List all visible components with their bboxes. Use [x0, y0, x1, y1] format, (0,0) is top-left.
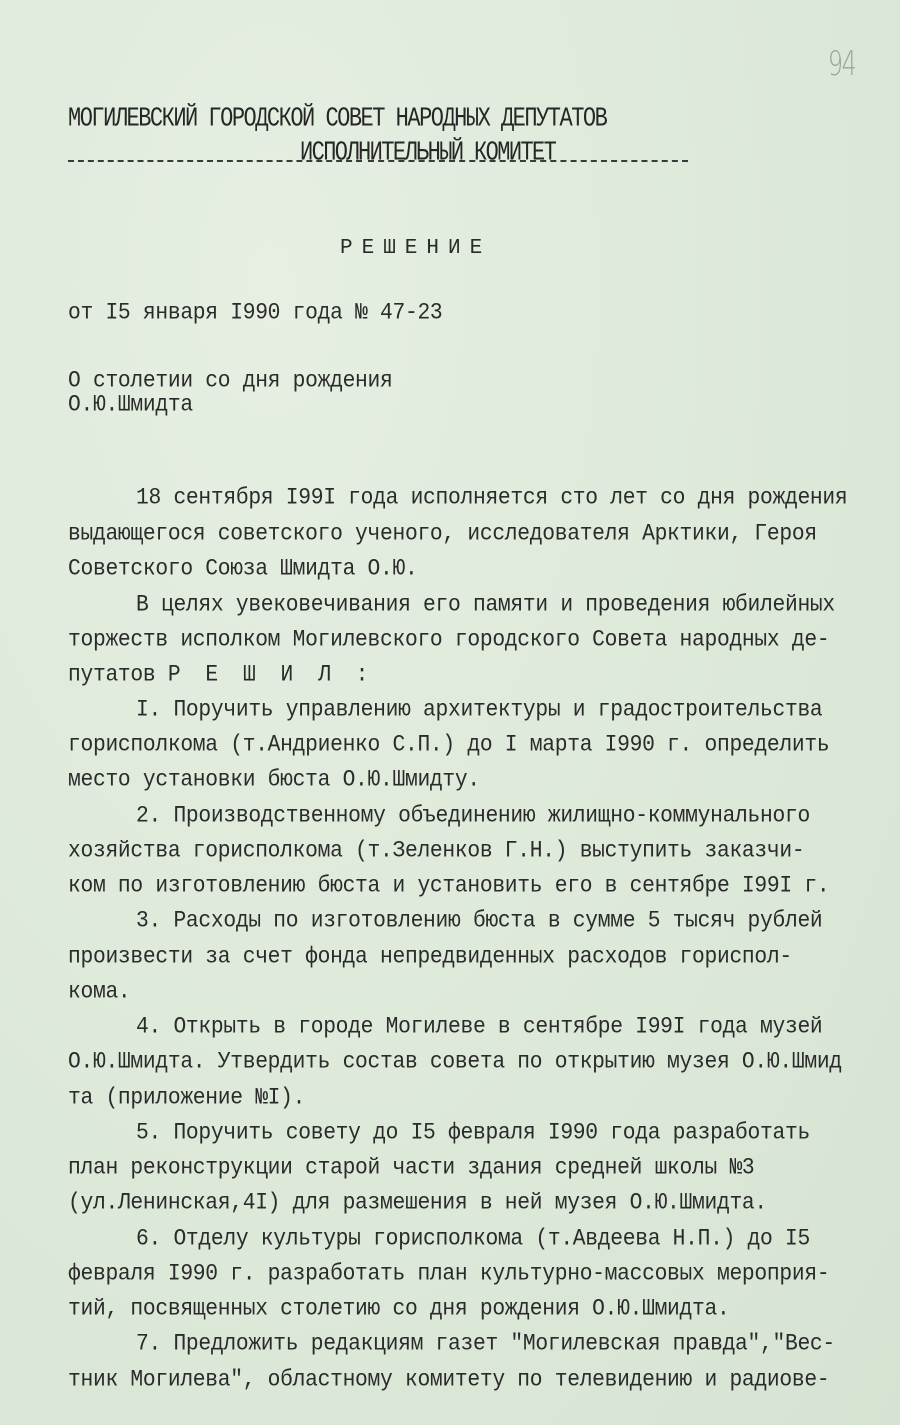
header-rule-right [368, 160, 688, 162]
document-title: РЕШЕНИЕ [340, 237, 492, 260]
body-line: февраля I990 г. разработать план культурно-массовых мероприя- [68, 1261, 830, 1288]
item-4: 4. Открыть в городе Могилеве в сентябре I99I года музей [136, 1014, 823, 1041]
body-line: горисполкома (т.Андриенко С.П.) до I марта I990 г. определить [68, 732, 830, 759]
page-number: 94 [827, 44, 856, 84]
item-1: I. Поручить управлению архитектуры и градостроительства [136, 697, 823, 724]
item-6: 6. Отделу культуры горисполкома (т.Авдеева Н.П.) до I5 [136, 1226, 810, 1253]
body-line: (ул.Ленинская,4I) для размешения в ней музея О.Ю.Шмидта. [68, 1190, 767, 1217]
item-3: 3. Расходы по изготовлению бюста в сумме 5 тысяч рублей [136, 908, 823, 935]
body-line: торжеств исполком Могилевского городского Совета народных де- [68, 627, 830, 654]
item-5: 5. Поручить совету до I5 февраля I990 года разработать [136, 1120, 810, 1147]
subject-line-1: О столетии со дня рождения [68, 368, 393, 395]
body-line [68, 662, 374, 688]
body-line: Советского Союза Шмидта О.Ю. [68, 556, 418, 583]
item-2: 2. Производственному объединению жилищно-коммунального [136, 803, 810, 830]
body-line: выдающегося советского ученого, исследователя Арктики, Героя [68, 521, 817, 548]
header-committee: ИСПОЛНИТЕЛЬНЫЙ КОМИТЕТ [300, 138, 556, 168]
body-line: план реконструкции старой части здания средней школы №3 [68, 1155, 755, 1182]
body-line: хозяйства горисполкома (т.Зеленков Г.Н.) выступить заказчи- [68, 838, 805, 865]
item-7: 7. Предложить редакциям газет "Могилевская правда","Вес- [136, 1331, 835, 1358]
header-organization: МОГИЛЕВСКИЙ ГОРОДСКОЙ СОВЕТ НАРОДНЫХ ДЕПУТАТОВ [68, 104, 607, 134]
body-line: 18 сентября I99I года исполняется сто лет со дня рождения [136, 485, 848, 512]
body-line: О.Ю.Шмидта. Утвердить состав совета по открытию музея О.Ю.Шмид [68, 1049, 842, 1076]
body-line: место установки бюста О.Ю.Шмидту. [68, 767, 480, 794]
subject-line-2: О.Ю.Шмидта [68, 392, 193, 419]
date-line: от I5 января I990 года № 47-23 [68, 300, 443, 327]
body-line: ком по изготовлению бюста и установить его в сентябре I99I г. [68, 873, 830, 900]
resolved-word: Р Е Ш И Л : [167, 662, 375, 689]
body-line: та (приложение №I). [68, 1085, 306, 1112]
body-line: тий, посвященных столетию со дня рождения О.Ю.Шмидта. [68, 1296, 730, 1323]
body-line: кома. [68, 979, 131, 1006]
body-line-text: путатов [68, 662, 156, 689]
body-line: тник Могилева", областному комитету по телевидению и радиове- [68, 1367, 830, 1394]
body-line: В целях увековечивания его памяти и проведения юбилейных [136, 592, 835, 619]
body-line: произвести за счет фонда непредвиденных расходов гориспол- [68, 944, 792, 971]
header-rule-left [68, 160, 362, 162]
